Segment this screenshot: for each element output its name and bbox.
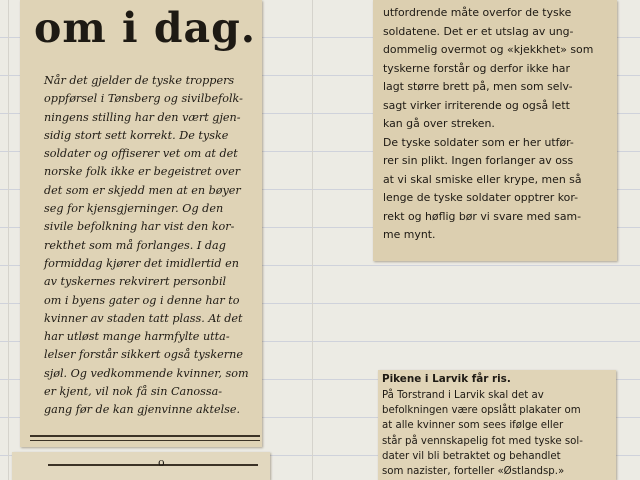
text-line: De tyske soldater som er her utfør- (383, 135, 574, 149)
text-line: av tyskernes rekvirert personbil (44, 275, 227, 289)
text-line: soldatene. Det er et utslag av ung- (383, 24, 574, 38)
text-line: rekthet som må forlanges. I dag (44, 238, 226, 252)
text-line: sidig stort sett korrekt. De tyske (44, 128, 229, 142)
text-line: sagt virker irriterende og også lett (383, 98, 570, 112)
ornament-mark: o (158, 456, 165, 469)
text-line: kvinner av staden tatt plass. At det (44, 311, 243, 325)
clipping-end-rule (30, 435, 260, 441)
text-line: står på vennskapelig fot med tyske sol- (382, 435, 583, 447)
news-item-title: Pikene i Larvik får ris. (382, 373, 511, 385)
text-line: me mynt. (383, 228, 436, 241)
text-line: ningens stilling har den vært gjen- (44, 110, 241, 124)
text-line: seg for kjensgjerninger. Og den (44, 202, 224, 216)
clipping-body-text (383, 4, 615, 245)
text-line: sjøl. Og vedkommende kvinner, som (44, 366, 249, 380)
text-line: norske folk ikke er begeistret over (44, 165, 241, 179)
right-newspaper-clipping (373, 0, 617, 261)
text-line: sivile befolkning har vist den kor- (44, 220, 235, 234)
text-line: lelser forstår sikkert også tyskerne (44, 348, 243, 362)
text-line: utfordrende måte overfor de tyske (383, 6, 572, 19)
text-line: soldater og offiserer vet om at det (44, 147, 238, 161)
text-line: dater vil bli betraktet og behandlet (382, 450, 561, 462)
clipping-headline: om i dag. (34, 4, 257, 52)
left-newspaper-clipping (20, 0, 262, 447)
clipping-body-text (44, 72, 262, 420)
bottom-clipping-fragment (12, 452, 270, 480)
text-line: oppførsel i Tønsberg og sivilbefolk- (44, 92, 243, 106)
ornament-rule (48, 464, 258, 466)
text-line: rekt og høflig bør vi svare med sam- (383, 209, 582, 223)
text-line: lagt større brett på, men som selv- (383, 80, 573, 93)
text-line: befolkningen være opslått plakater om (382, 405, 581, 417)
text-line: om i byens gater og i denne har to (44, 293, 240, 307)
text-line: rer sin plikt. Ingen forlanger av oss (383, 154, 574, 167)
page-fold-line (312, 0, 313, 480)
text-line: formiddag kjører det imidlertid en (44, 256, 239, 270)
text-line: På Torstrand i Larvik skal det av (382, 390, 544, 401)
text-line: er kjent, vil nok få sin Canossa- (44, 385, 223, 399)
news-item-body (382, 388, 614, 479)
text-line: lenge de tyske soldater opptrer kor- (383, 191, 579, 204)
text-line: dommelig overmot og «kjekkhet» som (383, 43, 594, 56)
text-line: tyskerne forstår og derfor ikke har (383, 61, 570, 75)
text-line: kan gå over streken. (383, 117, 495, 130)
text-line: som nazister, forteller «Østlandsp.» (382, 466, 565, 478)
text-line: har utløst mange harmfylte utta- (44, 330, 230, 344)
text-line: det som er skjedd men at en bøyer (44, 183, 241, 197)
larvik-news-clipping (378, 370, 616, 480)
text-line: at vi skal smiske eller krype, men så (383, 172, 582, 186)
text-line: gang før de kan gjenvinne aktelse. (44, 403, 241, 417)
page-margin-line (8, 0, 9, 480)
text-line: Når det gjelder de tyske troppers (44, 74, 235, 87)
text-line: at alle kvinner som sees ifølge eller (382, 420, 564, 432)
